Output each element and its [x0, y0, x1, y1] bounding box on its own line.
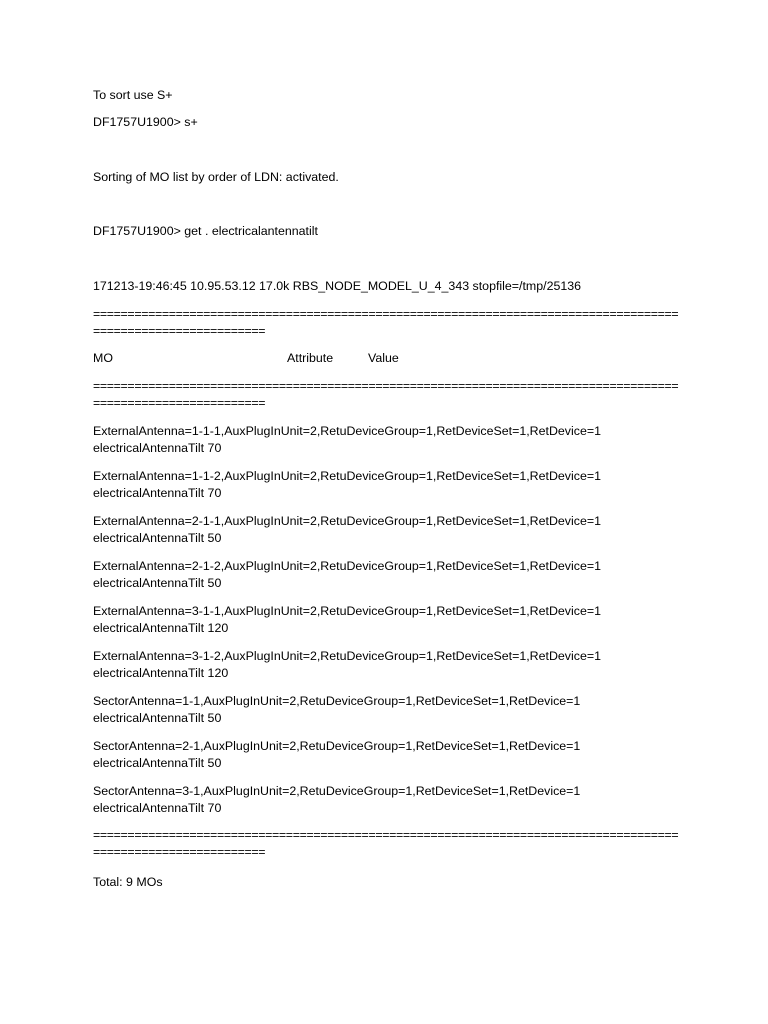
mo-attribute-value: electricalAntennaTilt 50 — [93, 531, 222, 545]
header-mo: MO — [93, 351, 113, 365]
mo-record — [93, 783, 683, 817]
sort-hint-text: To sort use S+ — [93, 88, 173, 102]
mo-ldn: ExternalAntenna=2-1-1,AuxPlugInUnit=2,RetuDeviceGroup=1,RetDeviceSet=1,RetDevice=1 — [93, 514, 601, 528]
mo-attribute-value: electricalAntennaTilt 70 — [93, 486, 222, 500]
mo-ldn: SectorAntenna=2-1,AuxPlugInUnit=2,RetuDeviceGroup=1,RetDeviceSet=1,RetDevice=1 — [93, 739, 581, 753]
mo-ldn: ExternalAntenna=1-1-1,AuxPlugInUnit=2,RetuDeviceGroup=1,RetDeviceSet=1,RetDevice=1 — [93, 424, 601, 438]
get-command-line: DF1757U1900> get . electricalantennatilt — [93, 224, 318, 238]
header-value: Value — [368, 351, 399, 365]
sort-command-line: DF1757U1900> s+ — [93, 115, 198, 129]
mo-record — [93, 603, 683, 637]
mo-ldn: ExternalAntenna=3-1-1,AuxPlugInUnit=2,RetuDeviceGroup=1,RetDeviceSet=1,RetDevice=1 — [93, 604, 601, 618]
mo-ldn: ExternalAntenna=2-1-2,AuxPlugInUnit=2,RetuDeviceGroup=1,RetDeviceSet=1,RetDevice=1 — [93, 559, 601, 573]
mo-record — [93, 738, 683, 772]
mo-attribute-value: electricalAntennaTilt 120 — [93, 621, 229, 635]
mo-record — [93, 693, 683, 727]
mo-record — [93, 558, 683, 592]
mo-ldn: ExternalAntenna=1-1-2,AuxPlugInUnit=2,RetuDeviceGroup=1,RetDeviceSet=1,RetDevice=1 — [93, 469, 601, 483]
mo-attribute-value: electricalAntennaTilt 50 — [93, 576, 222, 590]
header-attribute: Attribute — [287, 351, 334, 365]
run-info-line: 171213-19:46:45 10.95.53.12 17.0k RBS_NODE_MODEL_U_4_343 stopfile=/tmp/25136 — [93, 279, 582, 293]
mo-ldn: SectorAntenna=1-1,AuxPlugInUnit=2,RetuDeviceGroup=1,RetDeviceSet=1,RetDevice=1 — [93, 694, 581, 708]
mo-attribute-value: electricalAntennaTilt 120 — [93, 666, 229, 680]
mo-attribute-value: electricalAntennaTilt 70 — [93, 441, 222, 455]
mo-attribute-value: electricalAntennaTilt 50 — [93, 711, 222, 725]
mo-record — [93, 648, 683, 682]
separator-line: ============================================================================================================== — [93, 307, 679, 338]
total-count-text: Total: 9 MOs — [93, 875, 163, 889]
mo-ldn: ExternalAntenna=3-1-2,AuxPlugInUnit=2,RetuDeviceGroup=1,RetDeviceSet=1,RetDevice=1 — [93, 649, 601, 663]
mo-attribute-value: electricalAntennaTilt 50 — [93, 756, 222, 770]
mo-ldn: SectorAntenna=3-1,AuxPlugInUnit=2,RetuDeviceGroup=1,RetDeviceSet=1,RetDevice=1 — [93, 784, 581, 798]
separator-line: ============================================================================================================== — [93, 828, 679, 859]
mo-record — [93, 468, 683, 502]
mo-attribute-value: electricalAntennaTilt 70 — [93, 801, 222, 815]
sort-status-text: Sorting of MO list by order of LDN: activated. — [93, 170, 339, 184]
mo-record — [93, 423, 683, 457]
mo-record — [93, 513, 683, 547]
separator-line: ============================================================================================================== — [93, 379, 679, 410]
